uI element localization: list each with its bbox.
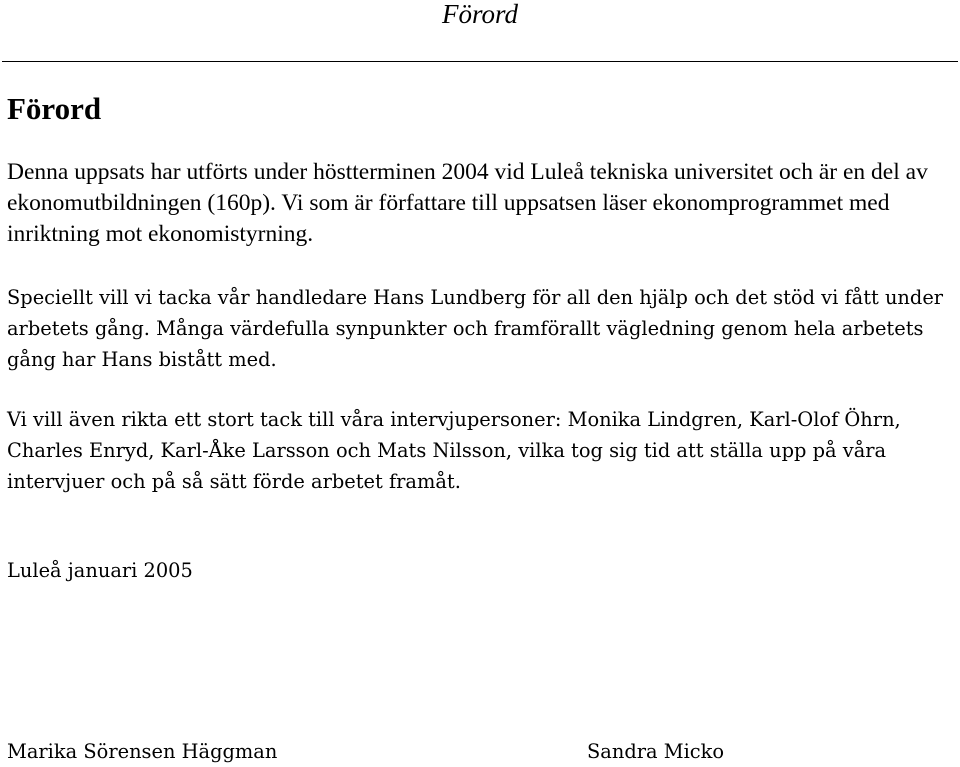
header-divider [2,61,958,62]
paragraph-acknowledgement-interviewees: Vi vill även rikta ett stort tack till våra intervjupersoner: Monika Lindgren, Karl-Olof Öhrn, Charles Enryd, Karl-Åke Larsson och Mats Nilsson, vilka tog sig tid att ställa upp på våra intervjuer och på så sätt förde arbetet framåt. [7,408,901,493]
signature-author-2: Sandra Micko [587,740,725,763]
page-title: Förord [7,91,102,126]
running-header: Förord [441,0,518,29]
signature-author-1: Marika Sörensen Häggman [7,740,278,763]
paragraph-intro: Denna uppsats har utförts under höstterminen 2004 vid Luleå tekniska universitet och är en del av ekonomutbildningen (160p). Vi som är författare till uppsatsen läser ekonomprogrammet med inriktning mot ekonomistyrning. [7,159,928,247]
place-date: Luleå januari 2005 [7,559,193,582]
paragraph-acknowledgement-supervisor: Speciellt vill vi tacka vår handledare Hans Lundberg för all den hjälp och det stöd vi fått under arbetets gång. Många värdefulla synpunkter och framförallt vägledning genom hela arbetets gång har Hans bistått med. [7,286,944,371]
